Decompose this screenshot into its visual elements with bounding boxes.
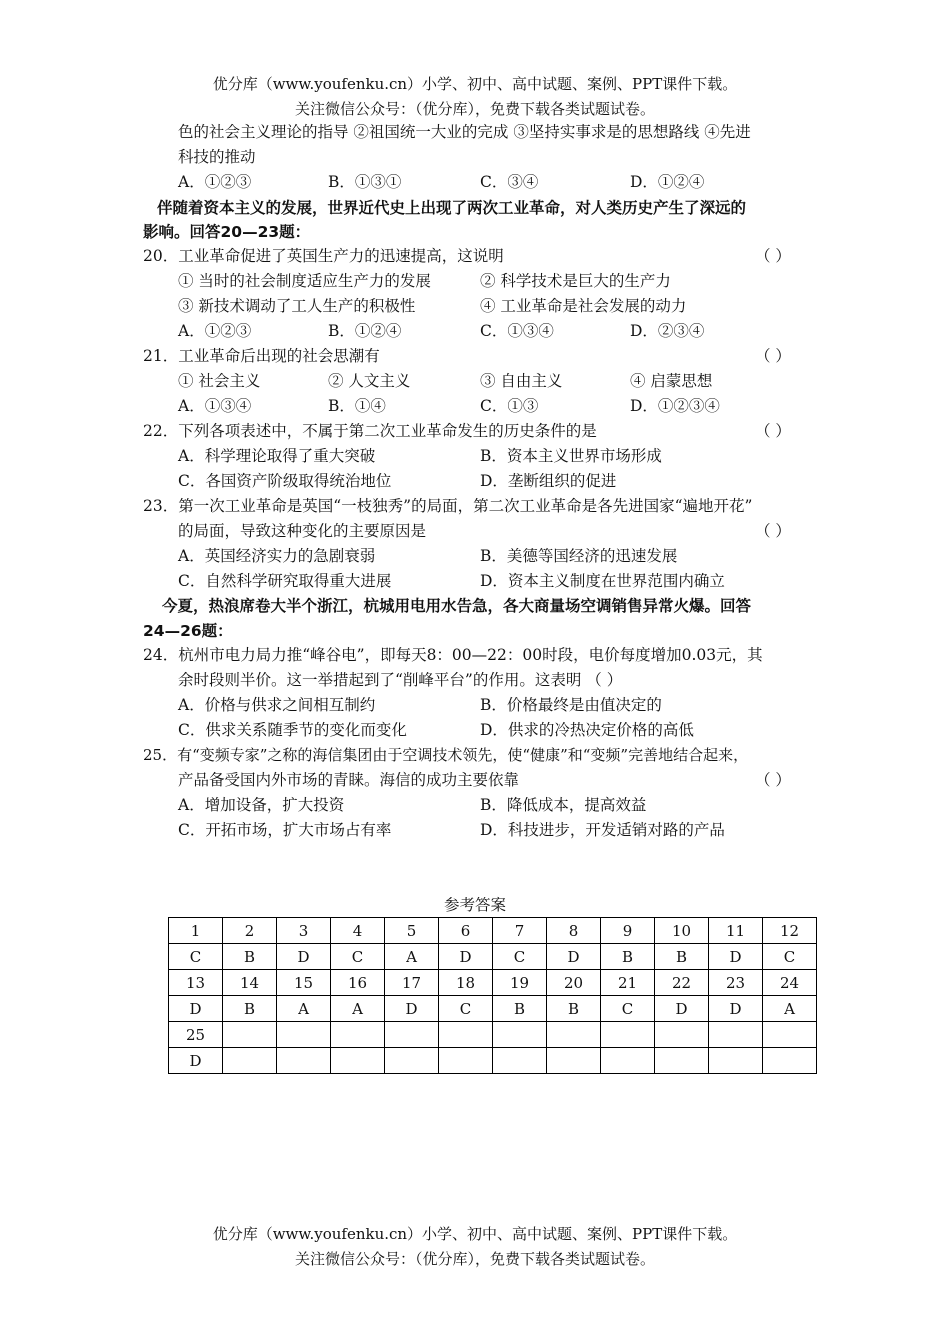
intro1-line-2: 影响。回答20—23题： [143, 223, 311, 241]
answer-row [169, 996, 817, 1022]
answer-cell [331, 1048, 385, 1074]
header-line-1: 优分库（www.youfenku.cn）小学、初中、高中试题、案例、PPT课件下载。 [212, 75, 738, 93]
q25-stem-1: 25．有“变频专家”之称的海信集团由于空调技术领先，使“健康”和“变频”完善地结合起来， [143, 746, 749, 764]
q21-item-3: ③ 自由主义 [480, 372, 563, 390]
answer-cell: C [439, 996, 493, 1022]
q20-item-4: ④ 工业革命是社会发展的动力 [480, 297, 687, 315]
q23-stem-1: 23．第一次工业革命是英国“一枝独秀”的局面，第二次工业革命是各先进国家“遍地开花” [143, 497, 753, 515]
answer-cell: C [493, 944, 547, 970]
answer-cell: D [169, 1048, 223, 1074]
answer-cell: A [277, 996, 331, 1022]
answer-cell: 18 [439, 970, 493, 996]
answer-cell: 1 [169, 918, 223, 944]
footer-line-2: 关注微信公众号：（优分库），免费下载各类试题试卷。 [294, 1250, 655, 1268]
answer-row [169, 918, 817, 944]
answer-cell: C [601, 996, 655, 1022]
answer-cell: 14 [223, 970, 277, 996]
answer-cell [547, 1048, 601, 1074]
q23-answer-paren: （ ） [755, 522, 791, 540]
q21-option-d: D．①②③④ [630, 397, 720, 415]
q19-line-2: 科技的推动 [178, 148, 256, 166]
answer-cell [763, 1022, 817, 1048]
answer-cell: 5 [385, 918, 439, 944]
answer-cell: D [547, 944, 601, 970]
answer-cell: 12 [763, 918, 817, 944]
answer-cell: 23 [709, 970, 763, 996]
q19-option-d: D．①②④ [630, 173, 705, 191]
answer-cell: 6 [439, 918, 493, 944]
q24-option-c: C．供求关系随季节的变化而变化 [178, 721, 407, 739]
intro2-line-1: 今夏，热浪席卷大半个浙江，杭城用电用水告急，各大商量场空调销售异常火爆。回答 [162, 597, 752, 615]
answer-key-table [168, 917, 817, 1074]
q21-option-a: A．①③④ [178, 397, 252, 415]
answer-cell: D [439, 944, 493, 970]
q25-option-d: D．科技进步，开发适销对路的产品 [480, 821, 725, 839]
answer-cell [601, 1022, 655, 1048]
answer-cell: 13 [169, 970, 223, 996]
answer-cell: D [277, 944, 331, 970]
q25-option-c: C．开拓市场，扩大市场占有率 [178, 821, 392, 839]
answer-row [169, 1022, 817, 1048]
answer-cell: B [601, 944, 655, 970]
answer-cell: C [169, 944, 223, 970]
answer-cell [331, 1022, 385, 1048]
q20-answer-paren: （ ） [755, 247, 791, 265]
q20-stem: 20．工业革命促进了英国生产力的迅速提高，这说明 [143, 247, 504, 265]
answer-cell: B [493, 996, 547, 1022]
q21-option-c: C．①③ [480, 397, 539, 415]
q22-option-d: D．垄断组织的促进 [480, 472, 617, 490]
answer-cell [439, 1022, 493, 1048]
answer-cell [277, 1048, 331, 1074]
answer-cell: 19 [493, 970, 547, 996]
q21-answer-paren: （ ） [755, 347, 791, 365]
answer-row [169, 944, 817, 970]
q23-option-c: C．自然科学研究取得重大进展 [178, 572, 392, 590]
answer-cell: A [763, 996, 817, 1022]
q19-option-c: C．③④ [480, 173, 539, 191]
answer-cell [439, 1048, 493, 1074]
q19-line-1: 色的社会主义理论的指导 ②祖国统一大业的完成 ③坚持实事求是的思想路线 ④先进 [178, 123, 751, 141]
answer-cell: B [547, 996, 601, 1022]
q25-answer-paren: （ ） [755, 771, 791, 789]
q23-stem-2: 的局面，导致这种变化的主要原因是 [178, 522, 427, 540]
answer-cell: 3 [277, 918, 331, 944]
q24-stem-1: 24．杭州市电力局力推“峰谷电”，即每天8：00—22：00时段，电价每度增加0.03元，其 [143, 646, 763, 664]
answer-cell [223, 1022, 277, 1048]
q20-option-a: A．①②③ [178, 322, 252, 340]
answer-cell: A [331, 996, 385, 1022]
answer-cell [601, 1048, 655, 1074]
answer-cell: D [385, 996, 439, 1022]
answer-cell: C [763, 944, 817, 970]
answer-cell [547, 1022, 601, 1048]
q25-option-a: A．增加设备，扩大投资 [178, 796, 345, 814]
q20-option-c: C．①③④ [480, 322, 554, 340]
q21-item-1: ① 社会主义 [178, 372, 261, 390]
q21-item-4: ④ 启蒙思想 [630, 372, 713, 390]
answer-cell [493, 1022, 547, 1048]
answer-cell [277, 1022, 331, 1048]
q21-option-b: B．①④ [328, 397, 386, 415]
answer-cell: B [655, 944, 709, 970]
answer-cell: 4 [331, 918, 385, 944]
answer-cell: 22 [655, 970, 709, 996]
q22-option-c: C．各国资产阶级取得统治地位 [178, 472, 392, 490]
answer-cell: 8 [547, 918, 601, 944]
answer-cell: C [331, 944, 385, 970]
q24-option-d: D．供求的冷热决定价格的高低 [480, 721, 694, 739]
answer-cell [709, 1022, 763, 1048]
answer-cell: B [223, 996, 277, 1022]
q19-option-b: B．①③① [328, 173, 402, 191]
answer-cell [385, 1022, 439, 1048]
q20-item-3: ③ 新技术调动了工人生产的积极性 [178, 297, 416, 315]
q22-answer-paren: （ ） [755, 422, 791, 440]
q21-item-2: ② 人文主义 [328, 372, 411, 390]
answer-cell: 2 [223, 918, 277, 944]
q22-option-a: A．科学理论取得了重大突破 [178, 447, 376, 465]
q22-stem: 22．下列各项表述中，不属于第二次工业革命发生的历史条件的是 [143, 422, 597, 440]
q21-stem: 21．工业革命后出现的社会思潮有 [143, 347, 380, 365]
q20-option-d: D．②③④ [630, 322, 705, 340]
answer-cell: D [709, 944, 763, 970]
q20-option-b: B．①②④ [328, 322, 402, 340]
q23-option-a: A．英国经济实力的急剧衰弱 [178, 547, 376, 565]
intro2-line-2: 24—26题： [143, 622, 233, 640]
answer-cell: A [385, 944, 439, 970]
q23-option-d: D．资本主义制度在世界范围内确立 [480, 572, 725, 590]
answer-cell: D [709, 996, 763, 1022]
intro1-line-1: 伴随着资本主义的发展，世界近代史上出现了两次工业革命，对人类历史产生了深远的 [157, 199, 747, 217]
answer-cell: 24 [763, 970, 817, 996]
q25-stem-2: 产品备受国内外市场的青睐。海信的成功主要依靠 [178, 771, 520, 789]
answer-cell [655, 1022, 709, 1048]
q20-item-1: ① 当时的社会制度适应生产力的发展 [178, 272, 431, 290]
answer-cell [493, 1048, 547, 1074]
answer-cell: 16 [331, 970, 385, 996]
answer-cell: 20 [547, 970, 601, 996]
answer-cell [223, 1048, 277, 1074]
answer-cell: D [169, 996, 223, 1022]
q24-option-a: A．价格与供求之间相互制约 [178, 696, 376, 714]
answer-cell: 21 [601, 970, 655, 996]
answer-cell: 11 [709, 918, 763, 944]
answer-cell [655, 1048, 709, 1074]
answer-cell: 15 [277, 970, 331, 996]
answer-row [169, 970, 817, 996]
answer-cell: 25 [169, 1022, 223, 1048]
q24-stem-2: 余时段则半价。这一举措起到了“削峰平台”的作用。这表明 （ ） [178, 671, 623, 689]
q20-item-2: ② 科学技术是巨大的生产力 [480, 272, 671, 290]
header-line-2: 关注微信公众号：（优分库），免费下载各类试题试卷。 [294, 100, 655, 118]
answer-key-title: 参考答案 [443, 896, 506, 914]
q23-option-b: B．美德等国经济的迅速发展 [480, 547, 678, 565]
answer-cell [709, 1048, 763, 1074]
answer-row [169, 1048, 817, 1074]
answer-cell: 10 [655, 918, 709, 944]
answer-cell: 17 [385, 970, 439, 996]
answer-cell: D [655, 996, 709, 1022]
answer-cell: B [223, 944, 277, 970]
q22-option-b: B．资本主义世界市场形成 [480, 447, 662, 465]
answer-cell: 9 [601, 918, 655, 944]
answer-cell [385, 1048, 439, 1074]
answer-cell: 7 [493, 918, 547, 944]
answer-cell [763, 1048, 817, 1074]
q24-option-b: B．价格最终是由值决定的 [480, 696, 662, 714]
q19-option-a: A．①②③ [178, 173, 252, 191]
q25-option-b: B．降低成本，提高效益 [480, 796, 647, 814]
footer-line-1: 优分库（www.youfenku.cn）小学、初中、高中试题、案例、PPT课件下载。 [212, 1225, 738, 1243]
